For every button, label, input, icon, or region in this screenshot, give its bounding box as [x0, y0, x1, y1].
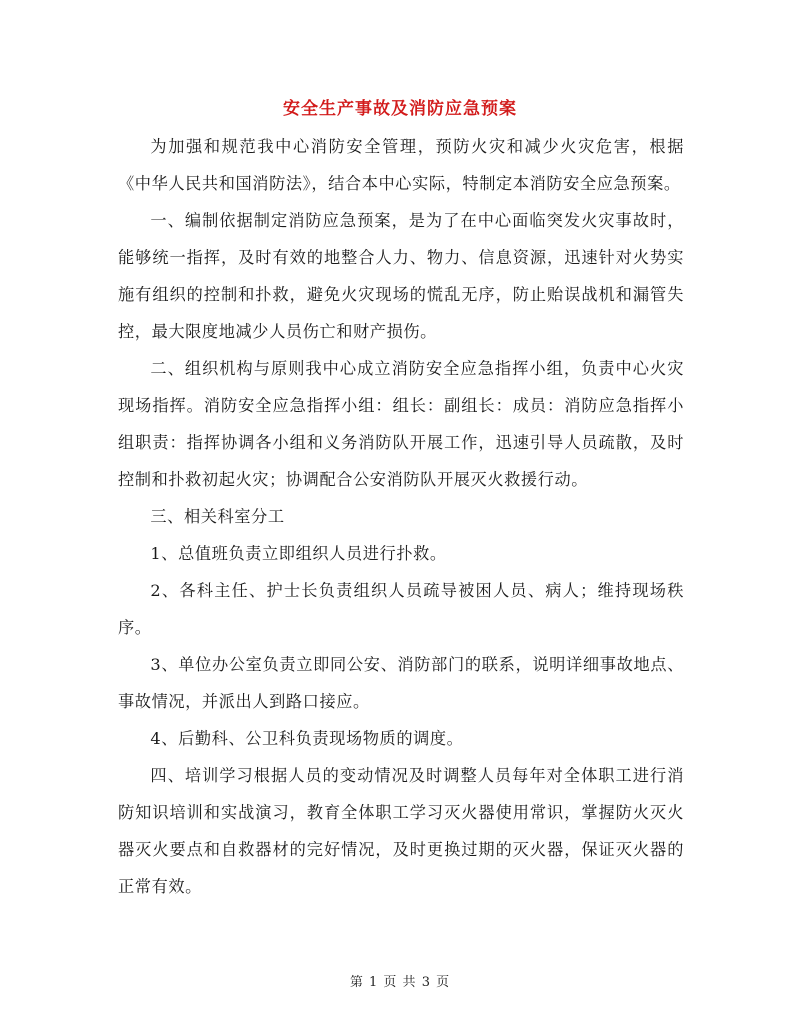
page-footer: 第 1 页 共 3 页	[349, 975, 451, 990]
paragraph-section-1: 一、编制依据制定消防应急预案，是为了在中心面临突发火灾事故时，能够统一指挥，及时有效的地整合人力、物力、信息资源，迅速针对火势实施有组织的控制和扑救，避免火灾现场的慌乱无序，防止贻误战机和漏管失控，最大限度地减少人员伤亡和财产损伤。	[118, 211, 684, 341]
paragraph-item-3: 3、单位办公室负责立即同公安、消防部门的联系，说明详细事故地点、事故情况，并派出人到路口接应。	[118, 655, 684, 711]
paragraph-section-4: 四、培训学习根据人员的变动情况及时调整人员每年对全体职工进行消防知识培训和实战演习，教育全体职工学习灭火器使用常识，掌握防火灭火器灭火要点和自救器材的完好情况，及时更换过期的灭火器，保证灭火器的正常有效。	[118, 766, 684, 896]
paragraph-section-3-heading: 三、相关科室分工	[150, 507, 285, 526]
paragraph-item-4: 4、后勤科、公卫科负责现场物质的调度。	[150, 729, 464, 748]
paragraph-item-2: 2、各科主任、护士长负责组织人员疏导被困人员、病人；维持现场秩序。	[118, 581, 684, 637]
document-body	[118, 128, 684, 905]
paragraph-intro: 为加强和规范我中心消防安全管理，预防火灾和减少火灾危害，根据《中华人民共和国消防法》，结合本中心实际，特制定本消防安全应急预案。	[118, 137, 684, 193]
paragraph-section-2: 二、组织机构与原则我中心成立消防安全应急指挥小组，负责中心火灾现场指挥。消防安全应急指挥小组：组长：副组长：成员：消防应急指挥小组职责：指挥协调各小组和义务消防队开展工作，迅速引导人员疏散，及时控制和扑救初起火灾；协调配合公安消防队开展灭火救援行动。	[118, 359, 684, 489]
paragraph-item-1: 1、总值班负责立即组织人员进行扑救。	[150, 544, 447, 563]
document-title: 安全生产事故及消防应急预案	[283, 99, 517, 119]
